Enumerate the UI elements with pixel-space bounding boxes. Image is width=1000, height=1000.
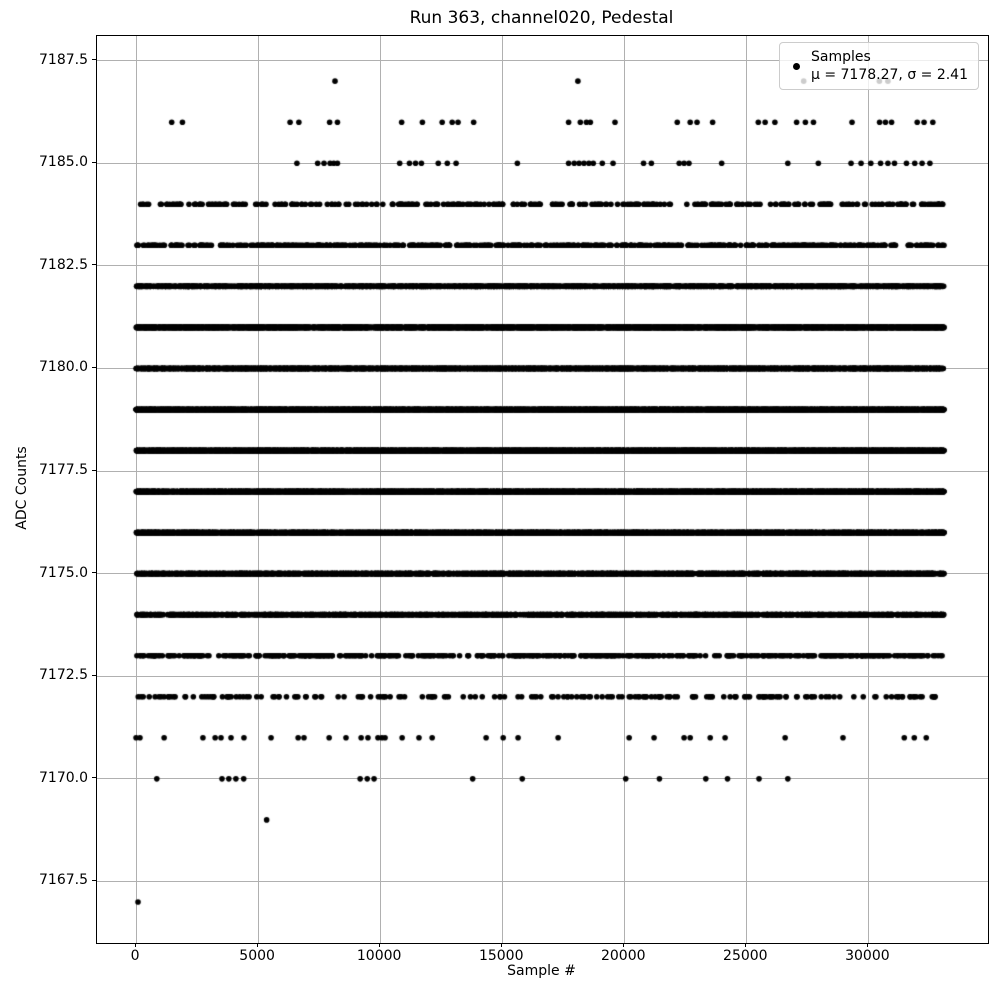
y-tick-mark xyxy=(92,572,96,573)
x-tick-mark xyxy=(257,943,258,947)
y-tick-mark xyxy=(92,59,96,60)
y-tick-mark xyxy=(92,880,96,881)
y-tick-label: 7170.0 xyxy=(39,769,88,786)
x-tick-label: 30000 xyxy=(845,948,890,964)
chart-title: Run 363, channel020, Pedestal xyxy=(409,8,674,28)
y-tick-mark xyxy=(92,470,96,471)
plot-area xyxy=(96,35,989,944)
x-tick-label: 5000 xyxy=(239,948,275,964)
x-tick-mark xyxy=(745,943,746,947)
y-tick-label: 7177.5 xyxy=(39,462,88,479)
y-tick-mark xyxy=(92,162,96,163)
x-tick-mark xyxy=(135,943,136,947)
x-tick-label: 20000 xyxy=(600,948,646,964)
legend-marker-icon xyxy=(793,63,800,70)
y-tick-mark xyxy=(92,675,96,676)
x-tick-mark xyxy=(501,943,502,947)
x-tick-label: 25000 xyxy=(723,948,768,964)
y-tick-label: 7172.5 xyxy=(39,667,88,684)
x-tick-label: 0 xyxy=(130,948,140,964)
x-tick-label: 10000 xyxy=(356,948,402,964)
y-tick-label: 7182.5 xyxy=(39,256,88,273)
scatter-canvas xyxy=(97,36,988,943)
legend-stats-label: μ = 7178.27, σ = 2.41 xyxy=(810,67,968,83)
x-axis-label: Sample # xyxy=(507,963,576,979)
x-tick-mark xyxy=(867,943,868,947)
y-tick-mark xyxy=(92,264,96,265)
y-tick-mark xyxy=(92,367,96,368)
legend-series-label: Samples xyxy=(810,49,871,65)
y-tick-mark xyxy=(92,777,96,778)
x-tick-label: 15000 xyxy=(478,948,524,964)
legend xyxy=(779,42,979,90)
x-tick-mark xyxy=(623,943,624,947)
y-tick-label: 7185.0 xyxy=(39,154,88,171)
y-axis-label: ADC Counts xyxy=(14,446,30,530)
y-tick-label: 7167.5 xyxy=(39,872,88,889)
y-tick-label: 7175.0 xyxy=(39,564,88,581)
x-tick-mark xyxy=(379,943,380,947)
y-tick-label: 7187.5 xyxy=(39,51,88,68)
y-tick-label: 7180.0 xyxy=(39,359,88,376)
